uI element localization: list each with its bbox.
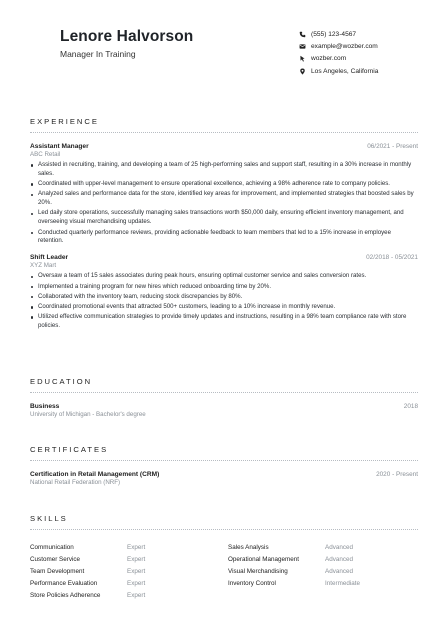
- skill-level: Expert: [127, 567, 146, 575]
- skill-name: Store Policies Adherence: [30, 591, 101, 599]
- skill-name: Operational Management: [228, 555, 300, 563]
- candidate-name: Lenore Halvorson: [60, 28, 194, 45]
- skill-level: Intermediate: [325, 579, 361, 587]
- certificate-name: Certification in Retail Management (CRM): [30, 471, 160, 478]
- job-entry: [30, 254, 418, 331]
- degree-field: Business: [30, 403, 60, 410]
- job-dates: 06/2021 - Present: [367, 143, 418, 150]
- bullet-item: Assisted in recruiting, training, and developing a team of 25 high-performing sales and support staff, resulting in a 30% increase in monthly sales.: [30, 161, 418, 179]
- bullet-item: Oversaw a team of 15 sales associates during peak hours, ensuring optimal customer service and sales conversion rates.: [30, 272, 418, 281]
- section-divider: [30, 460, 418, 461]
- section-divider: [30, 132, 418, 133]
- skill-level: [325, 592, 418, 599]
- contact-email-text[interactable]: example@wozber.com: [311, 42, 378, 50]
- job-entry: [30, 143, 418, 246]
- certificate-dates: 2020 - Present: [376, 471, 418, 478]
- section-divider: [30, 392, 418, 393]
- contact-email: [298, 40, 378, 52]
- certificates-section: [30, 445, 418, 486]
- bullet-item: Collaborated with the inventory team, reducing stock discrepancies by 80%.: [30, 293, 418, 302]
- skill-level: Expert: [127, 555, 146, 563]
- candidate-role: Manager In Training: [60, 49, 136, 59]
- graduation-year: 2018: [403, 403, 418, 410]
- job-company: XYZ Mart: [30, 262, 57, 270]
- bullet-item: Coordinated with upper-level management to ensure operational excellence, achieving a 98% adherence rate to company policies.: [30, 180, 418, 189]
- bullet-item: Coordinated promotional events that attracted 500+ customers, leading to a 10% increase in monthly revenue.: [30, 303, 418, 312]
- contact-list: [298, 28, 378, 77]
- section-title: CERTIFICATES: [30, 445, 109, 454]
- job-title: Shift Leader: [30, 254, 69, 262]
- section-title: EDUCATION: [30, 377, 93, 386]
- skill-level: Advanced: [325, 567, 354, 575]
- contact-location: [298, 65, 378, 77]
- location-pin-icon: [298, 67, 306, 75]
- job-dates: 02/2018 - 05/2021: [366, 254, 418, 262]
- bullet-item: Utilized effective communication strategies to provide timely updates and instructions, resulting in a 98% team compliance rate with store policies.: [30, 313, 418, 331]
- section-title: SKILLS: [30, 514, 68, 523]
- section-divider: [30, 529, 418, 530]
- skills-grid: [30, 544, 418, 599]
- skill-level: Expert: [127, 591, 146, 599]
- skill-name: Communication: [30, 544, 74, 551]
- skill-name: Inventory Control: [228, 579, 276, 587]
- job-title: Assistant Manager: [30, 143, 89, 150]
- bullet-item: Led daily store operations, successfully managing sales transactions worth $50,000 daily, ensuring efficient inventory management, and overseeing visual merchandising updates.: [30, 209, 418, 227]
- skill-name: Visual Merchandising: [228, 567, 288, 575]
- skills-section: [30, 514, 418, 599]
- skill-level: Advanced: [325, 544, 354, 551]
- school-name: University of Michigan - Bachelor's degree: [30, 411, 146, 418]
- link-icon: [298, 55, 306, 63]
- skill-level: Expert: [127, 579, 146, 587]
- job-company: ABC Retail: [30, 151, 61, 158]
- contact-website-text[interactable]: wozber.com: [311, 55, 347, 63]
- education-section: [30, 377, 418, 418]
- contact-phone: [298, 28, 378, 40]
- education-entry: [30, 403, 418, 418]
- phone-icon: [298, 30, 306, 38]
- experience-section: [30, 117, 418, 332]
- skill-level: Expert: [127, 544, 146, 551]
- contact-location-text: Los Angeles, California: [311, 67, 379, 75]
- contact-phone-text: (555) 123-4567: [311, 30, 357, 38]
- skill-name: Customer Service: [30, 555, 81, 563]
- section-title: EXPERIENCE: [30, 117, 99, 126]
- bullet-item: Conducted quarterly performance reviews, providing actionable feedback to team members that led to a 15% increase in employee retention.: [30, 229, 418, 247]
- certificate-entry: [30, 471, 418, 486]
- skill-name: Team Development: [30, 567, 85, 575]
- skill-level: Advanced: [325, 555, 354, 563]
- bullet-item: Analyzed sales and performance data for the store, identified key areas for improvement, and implemented strategies that boosted sales by 20%.: [30, 190, 418, 208]
- contact-website: [298, 53, 378, 65]
- job-bullets: [30, 161, 418, 246]
- job-bullets: [30, 272, 418, 331]
- skill-name: Sales Analysis: [228, 544, 269, 551]
- certificate-issuer: National Retail Federation (NRF): [30, 479, 121, 486]
- email-icon: [298, 42, 306, 50]
- bullet-item: Implemented a training program for new hires which reduced onboarding time by 20%.: [30, 283, 418, 292]
- skill-name: Performance Evaluation: [30, 579, 98, 587]
- resume-header: [30, 0, 418, 104]
- skill-name: [228, 592, 325, 599]
